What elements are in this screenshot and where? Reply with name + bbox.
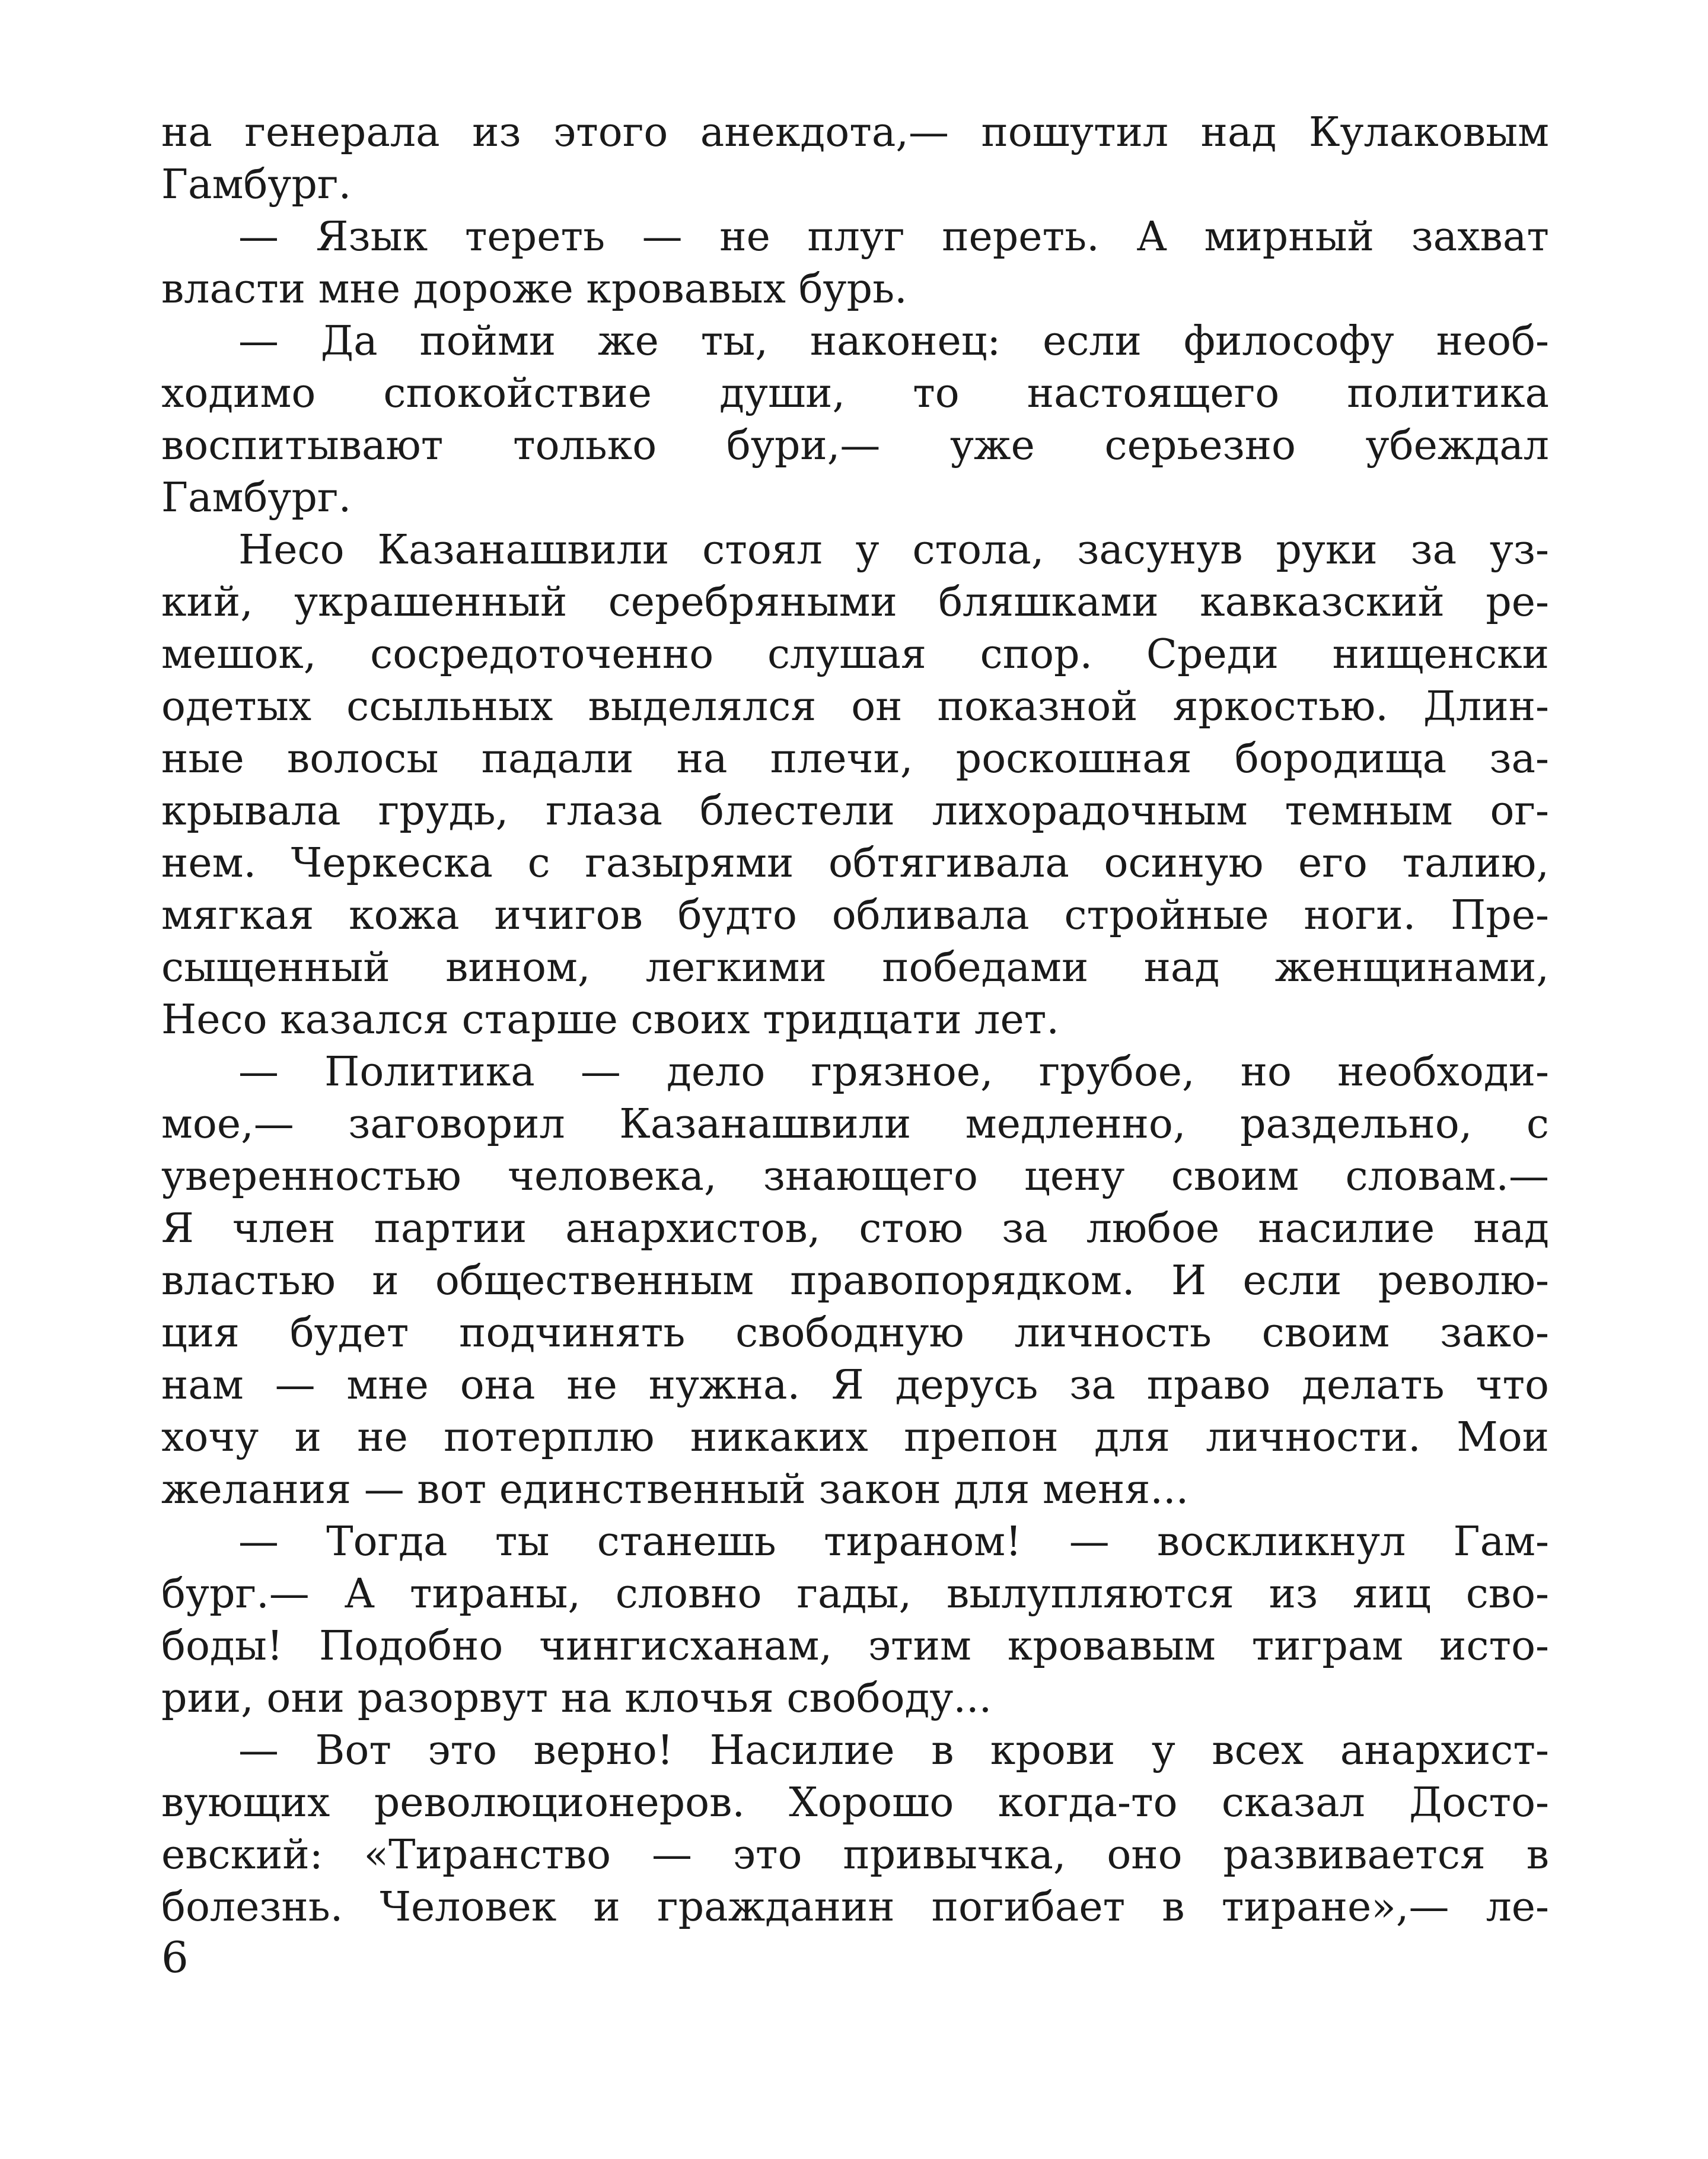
text-line: сыщенный вином, легкими победами над женщинами, <box>161 944 1549 991</box>
body-text <box>161 107 1549 1934</box>
text-line: — Да пойми же ты, наконец: если философу необ- <box>238 318 1549 365</box>
text-line: желания — вот единственный закон для меня... <box>161 1466 1189 1513</box>
text-line: нем. Черкеска с газырями обтягивала осиную его талию, <box>161 840 1549 887</box>
text-line: Гамбург. <box>161 161 352 208</box>
text-line: мешок, сосредоточенно слушая спор. Среди нищенски <box>161 631 1549 678</box>
text-line: рии, они разорвут на клочья свободу... <box>161 1675 992 1722</box>
text-line: евский: «Тиранство — это привычка, оно развивается в <box>161 1832 1549 1878</box>
text-line: воспитывают только бури,— уже серьезно убеждал <box>161 422 1549 469</box>
text-line: ходимо спокойствие души, то настоящего политика <box>161 370 1549 417</box>
text-line: — Тогда ты станешь тираном! — воскликнул Гам- <box>238 1518 1549 1565</box>
text-line: мягкая кожа ичигов будто обливала стройные ноги. Пре- <box>161 892 1549 939</box>
text-line: кий, украшенный серебряными бляшками кавказский ре- <box>161 579 1549 626</box>
text-line: Гамбург. <box>161 475 352 521</box>
text-line: на генерала из этого анекдота,— пошутил над Кулаковым <box>161 109 1549 156</box>
text-line: одетых ссыльных выделялся он показной яркостью. Длин- <box>161 683 1549 730</box>
text-line: — Язык тереть — не плуг переть. А мирный захват <box>238 214 1549 260</box>
text-line: — Вот это верно! Насилие в крови у всех анархист- <box>238 1727 1549 1774</box>
text-line: болезнь. Человек и гражданин погибает в тиране»,— ле- <box>161 1884 1549 1931</box>
text-line: ные волосы падали на плечи, роскошная бородища за- <box>161 735 1549 782</box>
text-line: хочу и не потерплю никаких препон для личности. Мои <box>161 1414 1549 1461</box>
text-line: крывала грудь, глаза блестели лихорадочным темным ог- <box>161 788 1549 835</box>
text-line: мое,— заговорил Казанашвили медленно, раздельно, с <box>161 1101 1549 1148</box>
text-line: нам — мне она не нужна. Я дерусь за право делать что <box>161 1362 1549 1409</box>
text-line: Я член партии анархистов, стою за любое насилие над <box>161 1205 1549 1252</box>
text-line: ция будет подчинять свободную личность своим зако- <box>161 1310 1549 1356</box>
text-line: уверенностью человека, знающего цену своим словам.— <box>161 1153 1549 1200</box>
text-line: власти мне дороже кровавых бурь. <box>161 266 907 313</box>
text-line: Несо Казанашвили стоял у стола, засунув руки за уз- <box>238 527 1549 574</box>
text-line: Несо казался старше своих тридцати лет. <box>161 996 1059 1043</box>
text-line: — Политика — дело грязное, грубое, но необходи- <box>238 1049 1549 1096</box>
text-line: властью и общественным правопорядком. И если револю- <box>161 1257 1549 1304</box>
page-number: 6 <box>161 1932 189 1982</box>
text-line: боды! Подобно чингисханам, этим кровавым тиграм исто- <box>161 1623 1549 1670</box>
text-line: вующих революционеров. Хорошо когда-то сказал Досто- <box>161 1779 1549 1826</box>
text-line: бург.— А тираны, словно гады, вылупляются из яиц сво- <box>161 1571 1549 1617</box>
